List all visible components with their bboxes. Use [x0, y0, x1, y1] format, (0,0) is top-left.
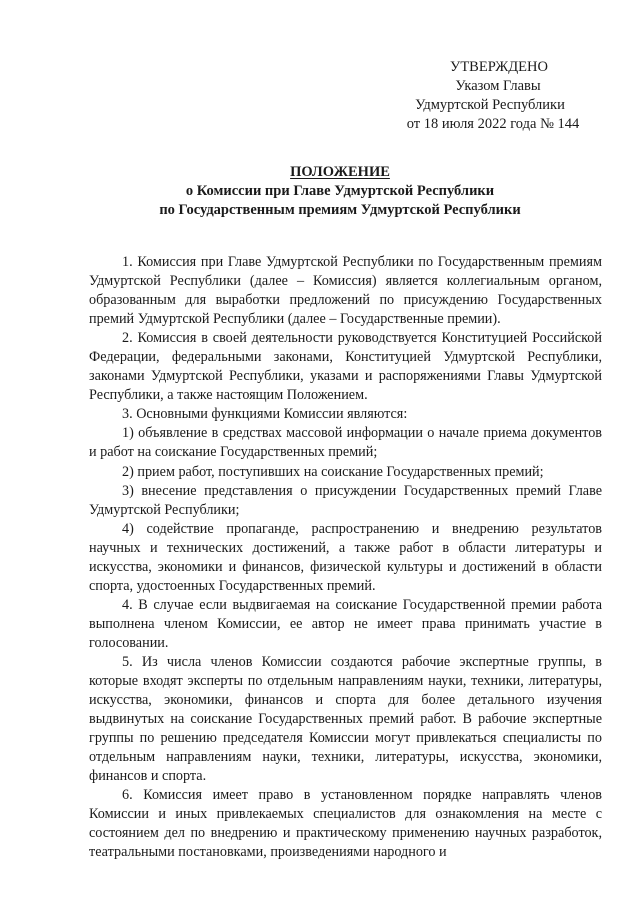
paragraph: 4. В случае если выдвигаемая на соискание Государственной премии работа выполнена членом Комиссии, ее автор не имеет права принимать участие в голосовании. [89, 596, 602, 651]
paragraph: 3. Основными функциями Комиссии являются: [122, 406, 408, 423]
document-subtitle-line2: по Государственным премиям Удмуртской Республики [159, 202, 521, 218]
paragraph: 2. Комиссия в своей деятельности руководствуется Конституцией Российской Федерации, федеральными законами, Конституцией Удмуртской Республики, законами Удмуртской Республики, указами и распоряжениями Главы Удмуртской Республики, а также настоящим Положением. [89, 330, 602, 404]
paragraph: 2) прием работ, поступивших на соискание Государственных премий; [122, 463, 544, 480]
paragraph: 1. Комиссия при Главе Удмуртской Республики по Государственным премиям Удмуртской Республики (далее – Комиссия) является коллегиальным органом, образованным для выработки предложений по присуждению Государственных премий Удмуртской Республики (далее – Государственные премии). [89, 254, 602, 328]
approval-decree: Указом Главы [455, 78, 541, 94]
paragraph: 3) внесение представления о присуждении Государственных премий Главе Удмуртской Республики; [89, 482, 602, 518]
document-subtitle-line1: о Комиссии при Главе Удмуртской Республики [185, 183, 495, 199]
document-title: ПОЛОЖЕНИЕ [290, 164, 390, 180]
approval-stamp [380, 58, 600, 134]
document-body [89, 253, 602, 863]
paragraph: 1) объявление в средствах массовой информации о начале приема документов и работ на соискание Государственных премий; [89, 425, 602, 461]
approval-date: от 18 июля 2022 года № 144 [406, 116, 580, 132]
paragraph: 5. Из числа членов Комиссии создаются рабочие экспертные группы, в которые входят эксперты по отдельным направлениям науки, техники, литературы, искусства, экономики, финансов и спорта для более детального изучения выдвинутых на соискание Государственных премий работ. В рабочие экспертные группы по решению председателя Комиссии могут привлекаться специалисты по отдельным направлениям науки, техники, литературы, искусства, экономики, финансов и спорта. [89, 653, 602, 785]
approval-republic: Удмуртской Республики [415, 97, 565, 113]
paragraph: 4) содействие пропаганде, распространению и внедрению результатов научных и технических достижений, а также работ в области литературы и искусства, экономики и финансов, физической культуры и достижений в области спорта, удостоенных Государственных премий. [89, 520, 602, 594]
paragraph: 6. Комиссия имеет право в установленном порядке направлять членов Комиссии и иных привлекаемых специалистов для ознакомления на месте с состоянием дел по внедрению и практическому применению научных разработок, театральными постановками, произведениями народного и [89, 787, 602, 861]
approval-title: УТВЕРЖДЕНО [450, 59, 548, 75]
document-heading [80, 163, 600, 220]
